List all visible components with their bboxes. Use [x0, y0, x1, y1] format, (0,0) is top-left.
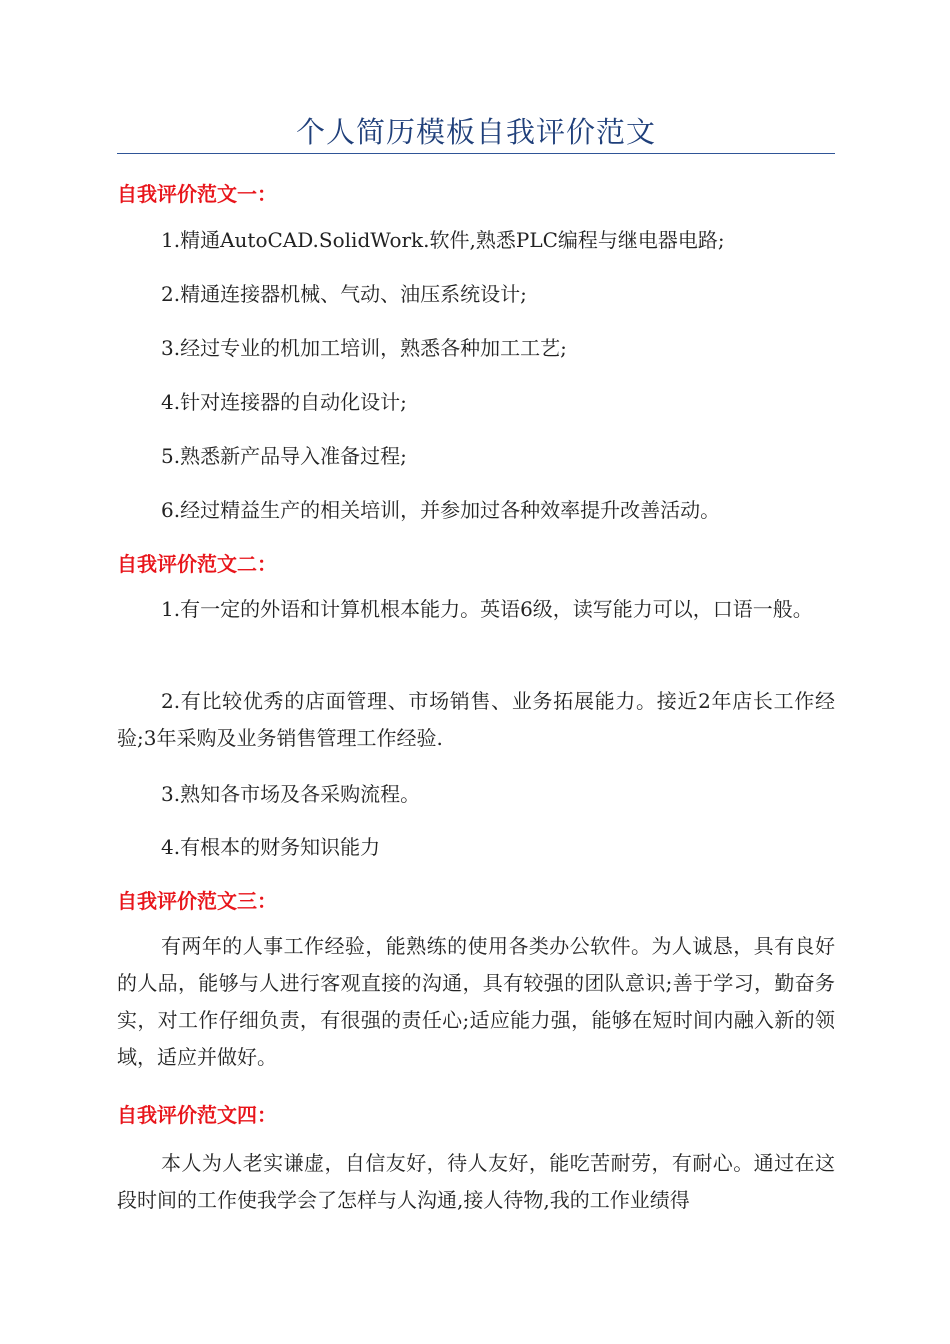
section-2-item-2: 2.有比较优秀的店面管理、市场销售、业务拓展能力。接近2年店长工作经验;3年采购及业务销售管理工作经验. [117, 689, 835, 750]
section-heading-3: 自我评价范文三： [117, 889, 277, 913]
title-underline [117, 153, 835, 154]
section-3-paragraph: 有两年的人事工作经验，能熟练的使用各类办公软件。为人诚恳，具有良好的人品，能够与人进行客观直接的沟通，具有较强的团队意识;善于学习，勤奋务实，对工作仔细负责，有很强的责任心;适应能力强，能够在短时间内融入新的领域，适应并做好。 [117, 934, 835, 1069]
section-4-paragraph: 本人为人老实谦虚，自信友好，待人友好，能吃苦耐劳，有耐心。通过在这段时间的工作使我学会了怎样与人沟通,接人待物,我的工作业绩得 [117, 1151, 835, 1212]
section-1-item-1: 1.精通AutoCAD.SolidWork.软件,熟悉PLC编程与继电器电路; [161, 228, 725, 252]
page-title: 个人简历模板自我评价范文 [295, 115, 656, 149]
section-heading-1: 自我评价范文一： [117, 182, 277, 206]
section-1-item-5: 5.熟悉新产品导入准备过程; [161, 444, 407, 468]
section-2-item-3: 3.熟知各市场及各采购流程。 [161, 782, 421, 806]
section-1-item-3: 3.经过专业的机加工培训，熟悉各种加工工艺; [161, 336, 567, 360]
section-1-item-4: 4.针对连接器的自动化设计; [161, 390, 407, 414]
section-1-item-6: 6.经过精益生产的相关培训，并参加过各种效率提升改善活动。 [161, 498, 721, 522]
section-heading-2: 自我评价范文二： [117, 552, 277, 576]
section-2-item-4: 4.有根本的财务知识能力 [161, 835, 381, 859]
section-1-item-2: 2.精通连接器机械、气动、油压系统设计; [161, 282, 527, 306]
section-2-item-1: 1.有一定的外语和计算机根本能力。英语6级，读写能力可以，口语一般。 [161, 597, 813, 621]
section-heading-4: 自我评价范文四： [117, 1103, 277, 1127]
